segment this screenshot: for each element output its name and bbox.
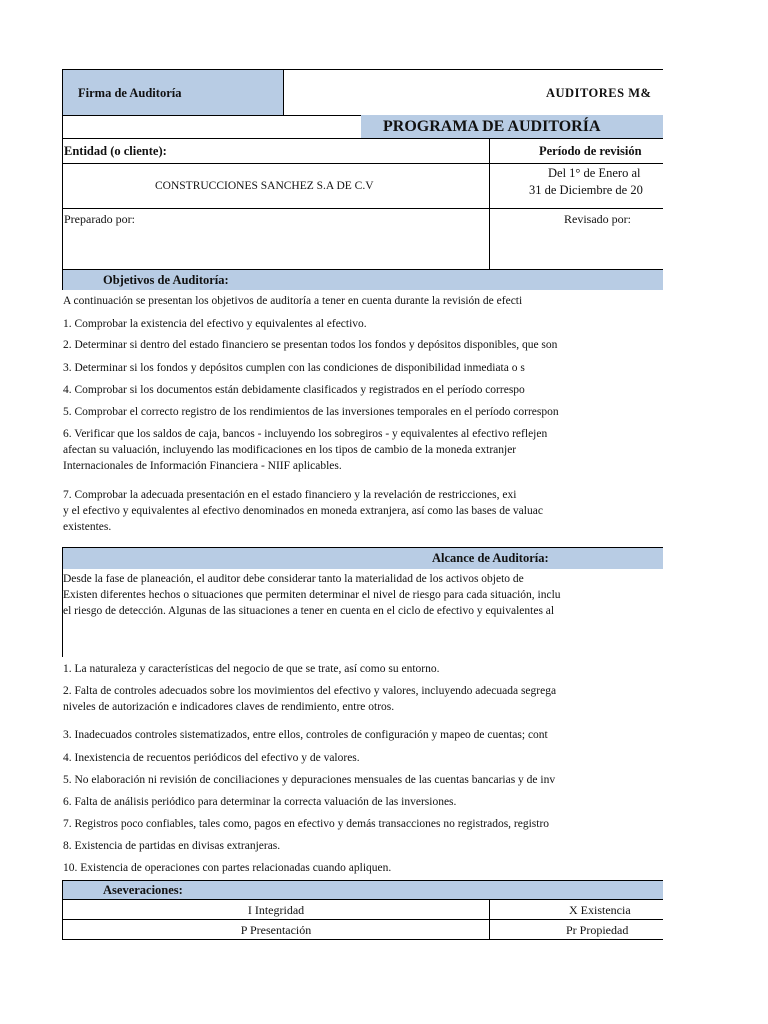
reviewed-label: Revisado por: <box>564 212 631 226</box>
period-label: Período de revisión <box>539 144 642 158</box>
scope-item-8: 8. Existencia de partidas en divisas extranjeras. <box>63 840 281 852</box>
scope-item-10: 10. Existencia de operaciones con partes relacionadas cuando apliquen. <box>63 862 392 874</box>
objective-1: 1. Comprobar la existencia del efectivo y equivalentes al efectivo. <box>63 318 367 330</box>
assertions-title: Aseveraciones: <box>103 883 183 897</box>
period-line-2: 31 de Diciembre de 20 <box>529 183 643 197</box>
period-line-1: Del 1° de Enero al <box>548 166 641 180</box>
scope-item-6: 6. Falta de análisis periódico para determinar la correcta valuación de las inversiones. <box>63 796 457 808</box>
firm-label: Firma de Auditoría <box>78 86 182 100</box>
objective-6-line-3: Internacionales de Información Financiera - NIIF aplicables. <box>63 460 342 472</box>
scope-item-5: 5. No elaboración ni revisión de conciliaciones y depuraciones mensuales de las cuentas bancarias y de inv <box>63 774 556 786</box>
assertion-presentacion: P Presentación <box>240 923 312 937</box>
scope-item-4: 4. Inexistencia de recuentos periódicos del efectivo y de valores. <box>63 752 360 764</box>
objective-7-line-3: existentes. <box>63 521 112 533</box>
scope-item-3: 3. Inadecuados controles sistematizados, entre ellos, controles de configuración y mapeo de cuentas; cont <box>63 729 548 741</box>
objective-3: 3. Determinar si los fondos y depósitos cumplen con las condiciones de disponibilidad inmediata o s <box>63 362 525 374</box>
title-left-cell <box>62 115 362 139</box>
objective-6-line-2: afectan su valuación, incluyendo las modificaciones en los tipos de cambio de la moneda extranjer <box>63 444 517 456</box>
assertion-propiedad: Pr Propiedad <box>566 923 629 937</box>
scope-intro-line-3: el riesgo de detección. Algunas de las situaciones a tener en cuenta en el ciclo de efectivo y equivalentes al <box>63 605 555 617</box>
scope-item-1: 1. La naturaleza y características del negocio de que se trate, así como su entorno. <box>63 663 440 675</box>
program-title: PROGRAMA DE AUDITORÍA <box>383 118 601 135</box>
objective-5: 5. Comprobar el correcto registro de los rendimientos de las inversiones temporales en el período correspon <box>63 406 559 418</box>
scope-item-7: 7. Registros poco confiables, tales como, pagos en efectivo y demás transacciones no registrados, registro <box>63 818 550 830</box>
scope-item-2-line-2: niveles de autorización e indicadores claves de rendimiento, entre otros. <box>63 701 395 713</box>
objective-4: 4. Comprobar si los documentos están debidamente clasificados y registrados en el período correspo <box>63 384 525 396</box>
objective-2: 2. Determinar si dentro del estado financiero se presentan todos los fondos y depósitos disponibles, que son <box>63 339 558 351</box>
entity-label: Entidad (o cliente): <box>64 144 167 158</box>
objectives-title: Objetivos de Auditoría: <box>103 273 229 287</box>
objective-6-line-1: 6. Verificar que los saldos de caja, bancos - incluyendo los sobregiros - y equivalentes al efectivo reflejen <box>63 428 548 440</box>
entity-name: CONSTRUCCIONES SANCHEZ S.A DE C.V <box>155 180 374 192</box>
objectives-intro: A continuación se presentan los objetivos de auditoría a tener en cuenta durante la revisión de efecti <box>63 295 523 307</box>
assertion-existencia: X Existencia <box>569 903 631 917</box>
assertion-integridad: I Integridad <box>247 903 305 917</box>
scope-item-2-line-1: 2. Falta de controles adecuados sobre los movimientos del efectivo y valores, incluyendo adecuada segrega <box>63 685 557 697</box>
firm-name: AUDITORES M& <box>546 86 652 100</box>
scope-intro-line-1: Desde la fase de planeación, el auditor debe considerar tanto la materialidad de los activos objeto de <box>63 573 524 585</box>
objective-7-line-1: 7. Comprobar la adecuada presentación en el estado financiero y la revelación de restricciones, exi <box>63 489 517 501</box>
objective-7-line-2: y el efectivo y equivalentes al efectivo denominados en moneda extranjera, así como las bases de valuac <box>63 505 543 517</box>
scope-header-bar <box>62 547 663 569</box>
scope-title: Alcance de Auditoría: <box>432 551 549 565</box>
scope-intro-line-2: Existen diferentes hechos o situaciones que permiten determinar el nivel de riesgo para cada situación, inclu <box>63 589 561 601</box>
prepared-label: Preparado por: <box>64 212 135 226</box>
